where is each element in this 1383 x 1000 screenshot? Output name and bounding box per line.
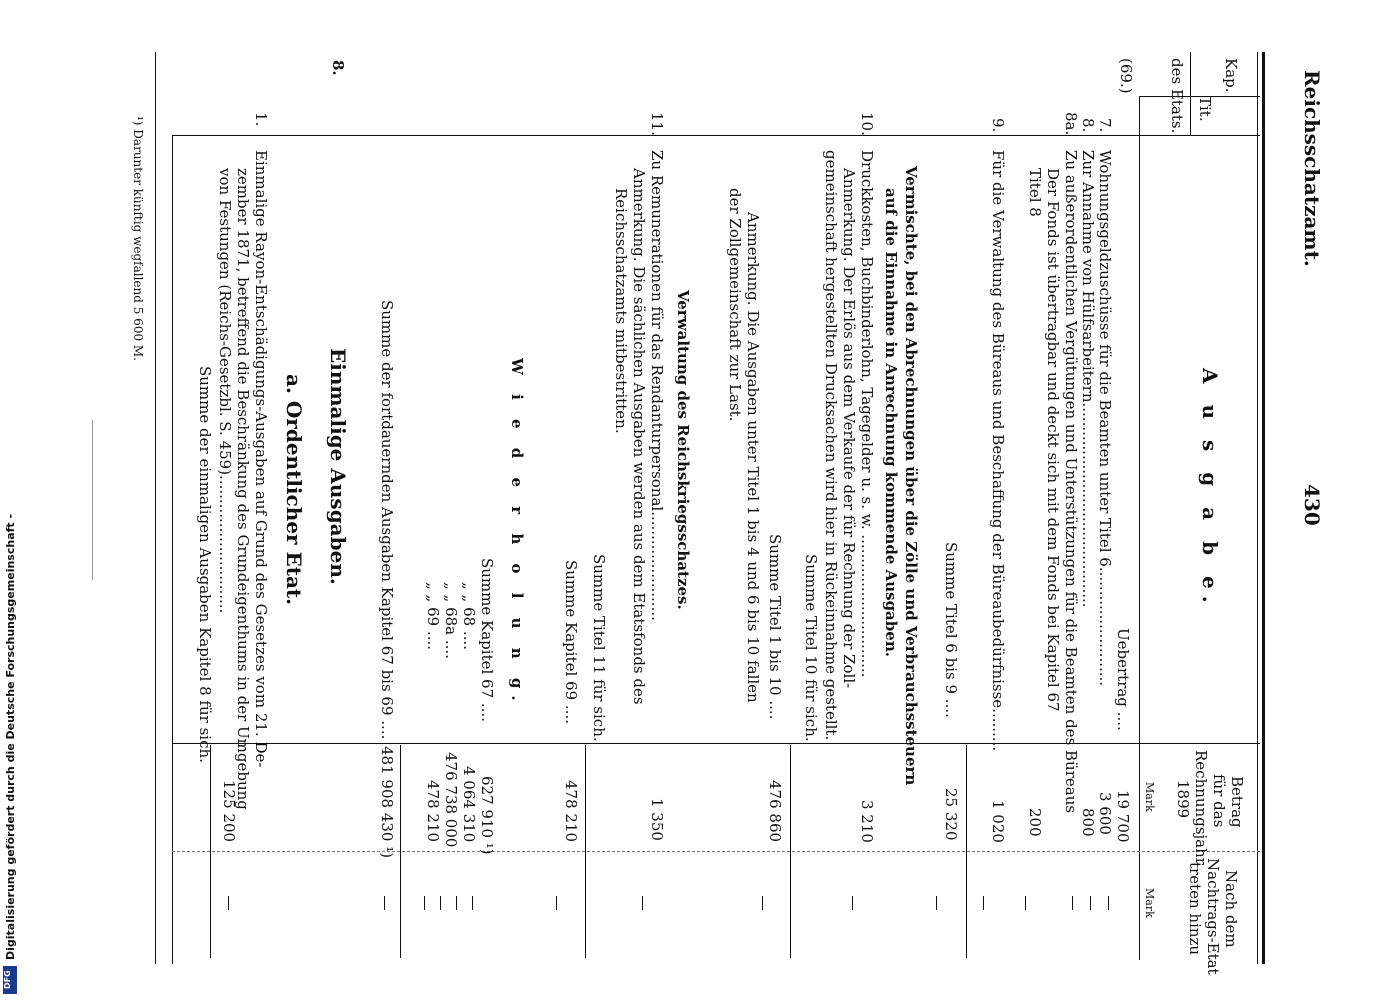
dash-recap-67 [472, 896, 473, 910]
sum-11-label: Summe Titel 11 für sich. [590, 554, 608, 742]
kap-tit-rule [172, 135, 1260, 136]
tit-11-text-2: Anmerkung. Die sächlichen Ausgaben werden aus dem Etatsfonds des [630, 168, 648, 705]
sum-69-value: 478 210 [562, 780, 580, 843]
tit-8a-text-3: Titel 8 [1026, 168, 1044, 217]
amount-unit: Mark [1143, 782, 1156, 812]
dash-10 [852, 896, 853, 910]
dash-11 [642, 896, 643, 910]
tit-7: 7. [1096, 118, 1114, 133]
page-number: 430 [1300, 484, 1324, 526]
tit-10-text-2: Anmerkung. Der Erlös aus dem Verkaufe der für Rechnung der Zoll- [840, 168, 858, 689]
dash-7 [1090, 896, 1091, 910]
note-1-10-a: Anmerkung. Die Ausgaben unter Titel 1 bis 4 und 6 bis 10 fallen [744, 212, 762, 703]
after-unit: Mark [1143, 888, 1156, 918]
kap-69-label: (69.) [1117, 58, 1135, 94]
dash-1 [228, 896, 229, 910]
war-treasury-heading: Verwaltung des Reichskriegsschatzes. [674, 290, 692, 610]
dash-recap-69 [424, 896, 425, 910]
dash-uebertrag [1108, 896, 1109, 910]
sum-ongoing-label: Summe der fortdauernden Ausgaben Kapitel 67 bis 69 .... [378, 300, 396, 740]
tit-8a-text-1: Zu außerordentlichen Vergütungen und Unterstützungen für die Beamten des Büreaus [1062, 150, 1080, 814]
ordinary-heading: a. Ordentlicher Etat. [282, 374, 306, 606]
footnote: ¹) Darunter künftig wegfallend 5 600 M. [131, 116, 145, 361]
body-left-rule [172, 135, 173, 964]
dash-9 [983, 896, 984, 910]
subtotal-rule-5 [210, 745, 211, 958]
sum-6-9-value: 25 320 [942, 788, 960, 841]
tit-10-value: 3 210 [858, 800, 876, 843]
amount-header-3: Rechnungsjahr [1192, 750, 1210, 865]
dash-sum-69 [556, 896, 557, 910]
recap-68a-value: 476 738 000 [442, 752, 460, 848]
recap-69-value: 478 210 [424, 780, 442, 843]
subtotal-rule-4 [400, 745, 401, 958]
tit-7-value: 3 600 [1096, 792, 1114, 835]
recap-68a-label: „ „ 68a .... [442, 582, 460, 659]
office-title: Reichsschatzamt. [1300, 70, 1324, 267]
dash-sum-6-9 [936, 896, 937, 910]
uebertrag-label: Uebertrag .... [1114, 628, 1132, 731]
dash-recap-68 [456, 896, 457, 910]
sum-ongoing-value: 481 908 430 ¹) [378, 746, 396, 859]
tit-1: 1. [252, 112, 270, 127]
tit-11: 11. [648, 112, 666, 136]
tit-8a-text-2: Der Fonds ist übertragbar und deckt sich mit dem Fonds bei Kapitel 67 [1044, 168, 1062, 712]
kap-8-label: 8. [329, 60, 347, 76]
outer-rule-heavy [1262, 52, 1265, 964]
tit-header: Tit. [1196, 96, 1214, 122]
tit-8-value: 800 [1079, 808, 1097, 837]
after-header-3: treten hinzu [1186, 862, 1204, 956]
tit-8: 8. [1079, 118, 1097, 133]
after-col-rule [172, 851, 1260, 853]
recap-68-value: 4 064 310 [460, 766, 478, 843]
tit-11-text-1: Zu Remunerationen für das Rendanturpersonal....................... [648, 150, 666, 621]
tit-9-text: Für die Verwaltung des Büreaus und Beschaffung der Büreaubedürfnisse......... [989, 150, 1007, 752]
recap-heading: W i e d e r h o l u n g. [508, 358, 526, 708]
dash-8a [1025, 896, 1026, 910]
tit-8a: 8a. [1062, 112, 1080, 136]
subtotal-rule-2 [790, 745, 791, 958]
des-etats-header: des Etats. [1168, 58, 1186, 134]
tit-9: 9. [989, 118, 1007, 133]
tit-1-text-1: Einmalige Rayon-Entschädigungs-Ausgaben auf Grund des Gesetzes vom 21. De- [252, 150, 270, 768]
subtotal-rule-1 [966, 745, 967, 958]
mixed-heading-2: auf die Einnahme in Anrechnung kommende Ausgaben. [882, 188, 900, 657]
dash-sum-1-10 [762, 896, 763, 910]
tit-10-text-3: gemeinschaft hergestellten Drucksachen wird hier in Rückeinnahme gestellt. [822, 150, 840, 741]
dfg-logo: DFG [3, 966, 17, 994]
after-header-1: Nach dem [1222, 870, 1240, 948]
dash-8 [1072, 896, 1073, 910]
recap-67-value: 627 910 ¹) [478, 776, 496, 855]
bottom-rule [155, 52, 156, 964]
sum-10-label: Summe Titel 10 für sich. [802, 554, 820, 742]
sum-1-10-label: Summe Titel 1 bis 10 .... [766, 534, 784, 720]
subtotal-rule-3 [585, 745, 586, 958]
recap-68-label: „ „ 68 .... [460, 582, 478, 651]
uebertrag-value: 19 700 [1114, 790, 1132, 843]
recap-67-label: Summe Kapitel 67 .... [478, 558, 496, 722]
tit-8-text: Zur Annahme von Hülfsarbeitern........................................... [1079, 150, 1097, 608]
sum-once-label: Summe der einmaligen Ausgaben Kapitel 8 für sich. [196, 366, 214, 763]
tit-1-text-2: zember 1871, betreffend die Beschränkung des Grundeigenthums in der Umgebung [234, 168, 252, 810]
tit-10: 10. [858, 112, 876, 136]
header-rule [1139, 96, 1140, 960]
amount-header-1: Betrag [1228, 776, 1246, 828]
tit-1-text-3: von Festungen (Reichs-Gesetzbl. S. 459)............................. [216, 168, 234, 614]
outer-rule-thin [1257, 52, 1258, 964]
digitization-credit: Digitalisierung gefördert durch die Deutsche Forschungsgemeinschaft - [4, 513, 17, 960]
tit-10-text-1: Druckkosten, Buchbinderlohn, Tagegelder u. s. w. .............................. [858, 150, 876, 678]
sum-6-9-label: Summe Titel 6 bis 9 .... [942, 542, 960, 718]
tit-1-value: 125 200 [220, 780, 238, 843]
after-header-2: Nachtrags-Etat [1204, 858, 1222, 975]
kap-header: Kap. [1222, 58, 1240, 93]
tit-9-value: 1 020 [989, 800, 1007, 843]
dash-sum-ongoing [384, 896, 385, 910]
tit-7-text: Wohnungsgeldzuschüsse für die Beamten unter Titel 6......................... [1096, 150, 1114, 687]
section-title: A u s g a b e. [1198, 368, 1222, 610]
dash-recap-68a [440, 896, 441, 910]
amount-header-year: 1899 [1174, 780, 1192, 819]
sum-69-label: Summe Kapitel 69 .... [562, 560, 580, 724]
tit-11-value: 1 350 [648, 798, 666, 841]
once-heading: Einmalige Ausgaben. [326, 348, 350, 585]
tit-11-text-3: Reichsschatzamts mitbestritten. [612, 188, 630, 434]
tit-8a-value: 200 [1026, 808, 1044, 837]
note-1-10-b: der Zollgemeinschaft zur Last. [726, 188, 744, 422]
kap-col-divider [1190, 52, 1191, 135]
mixed-heading-1: Vermischte, bei den Abrechnungen über die Zölle und Verbrauchssteuern [902, 166, 920, 786]
page-mark-1 [92, 420, 93, 580]
recap-69-label: „ „ 69 .... [424, 582, 442, 651]
amount-col-rule [172, 743, 1260, 744]
amount-header-2: für das [1210, 774, 1228, 828]
sum-1-10-value: 476 860 [766, 780, 784, 843]
